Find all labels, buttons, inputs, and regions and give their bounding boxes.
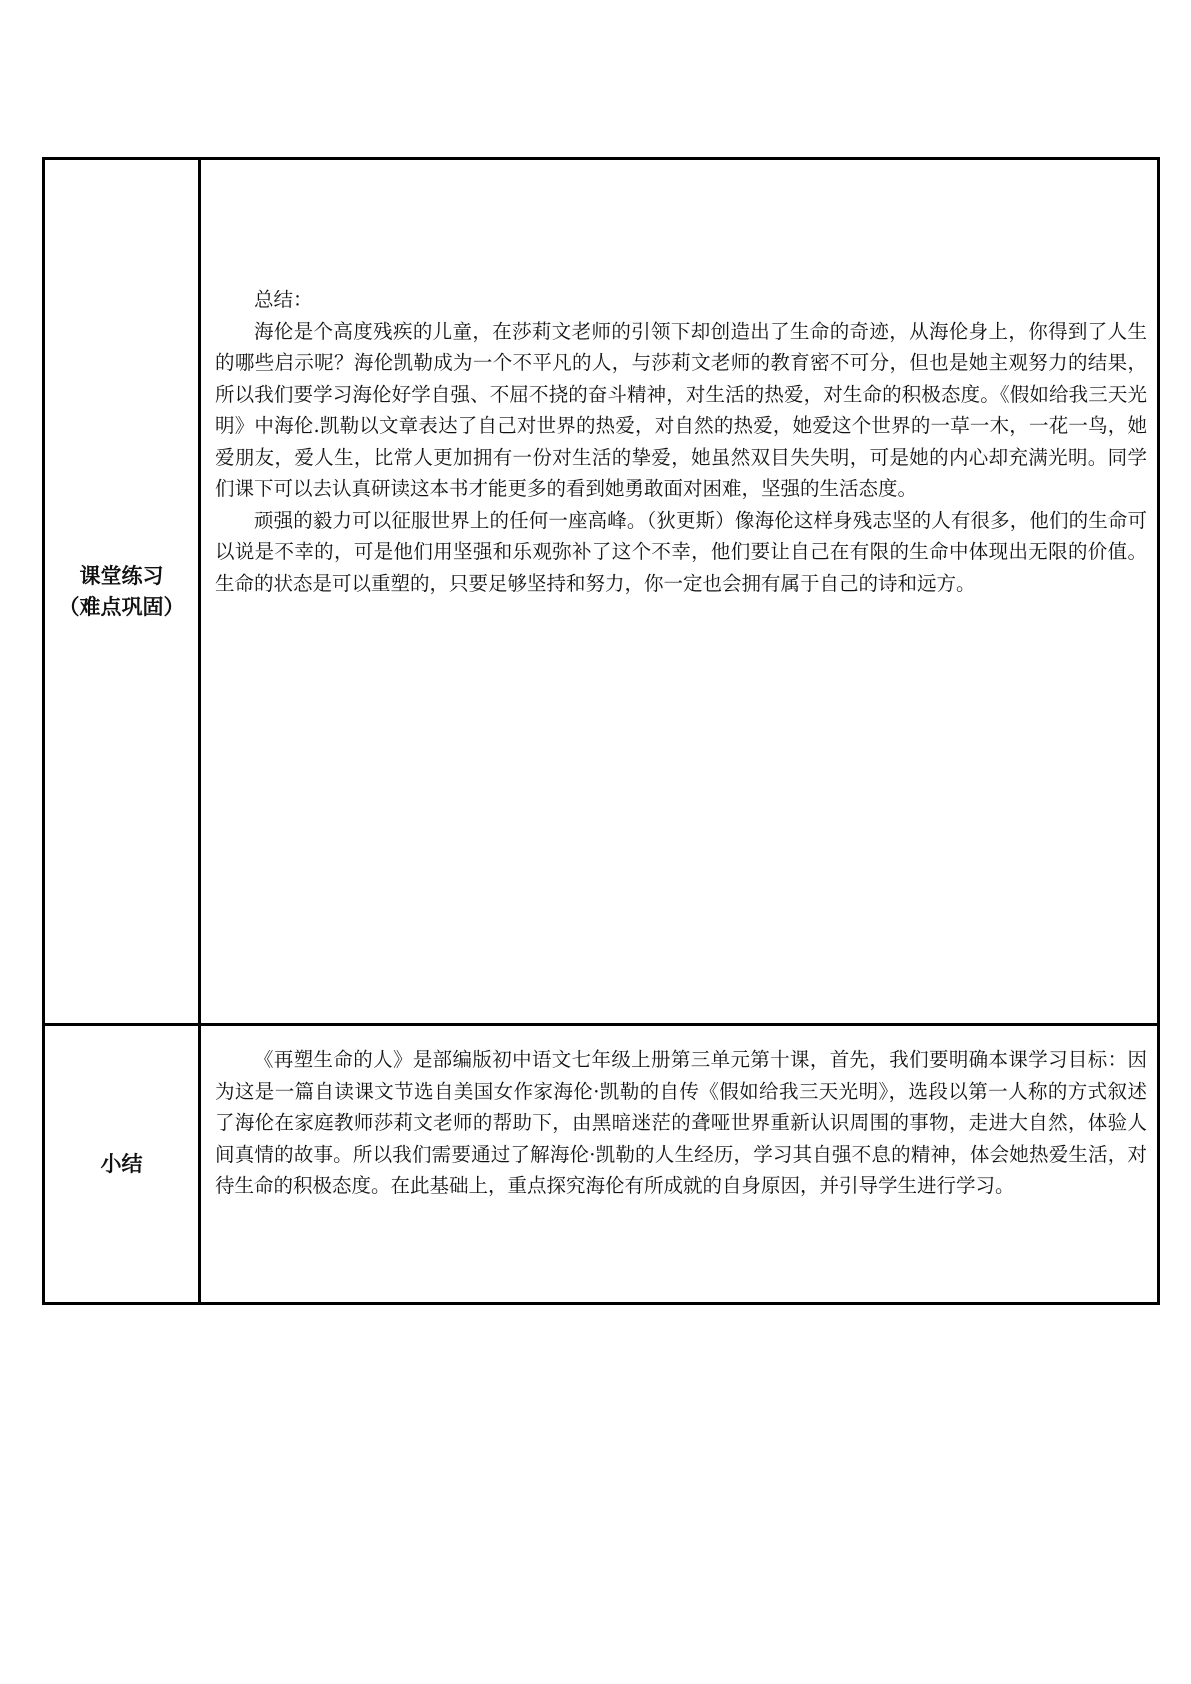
lesson-plan-table: [42, 157, 1160, 1305]
practice-paragraph-2: 顽强的毅力可以征服世界上的任何一座高峰。（狄更斯）像海伦这样身残志坚的人有很多，他们的生命可以说是不幸的，可是他们用坚强和乐观弥补了这个不幸，他们要让自己在有限的生命中体现出无限的价值。生命的状态是可以重塑的，只要足够坚持和努力，你一定也会拥有属于自己的诗和远方。: [215, 508, 1147, 595]
table-row-summary: [44, 1025, 1159, 1304]
practice-label-subtitle: （难点巩固）: [58, 594, 185, 619]
practice-paragraph-1: 海伦是个高度残疾的儿童，在莎莉文老师的引领下却创造出了生命的奇迹，从海伦身上，你得到了人生的哪些启示呢？海伦凯勒成为一个不平凡的人，与莎莉文老师的教育密不可分，但也是她主观努力的结果，所以我们要学习海伦好学自强、不屈不挠的奋斗精神，对生活的热爱，对生命的积极态度。《假如给我三天光明》中海伦.凯勒以文章表达了自己对世界的热爱，对自然的热爱，她爱这个世界的一草一木，一花一鸟，她爱朋友，爱人生，比常人更加拥有一份对生活的挚爱，她虽然双目失失明，可是她的内心却充满光明。同学们课下可以去认真研读这本书才能更多的看到她勇敢面对困难，坚强的生活态度。: [215, 319, 1147, 500]
summary-label-title: 小结: [100, 1151, 143, 1176]
summary-content-cell: [200, 1025, 1159, 1304]
summary-paragraph-1: 《再塑生命的人》是部编版初中语文七年级上册第三单元第十课，首先，我们要明确本课学习目标：因为这是一篇自读课文节选自美国女作家海伦·凯勒的自传《假如给我三天光明》，选段以第一人称的方式叙述了海伦在家庭教师莎莉文老师的帮助下，由黑暗迷茫的聋哑世界重新认识周围的事物，走进大自然，体验人间真情的故事。所以我们需要通过了解海伦·凯勒的人生经历，学习其自强不息的精神，体会她热爱生活，对待生命的积极态度。在此基础上，重点探究海伦有所成就的自身原因，并引导学生进行学习。: [215, 1048, 1147, 1197]
practice-content-cell: [200, 159, 1159, 1025]
summary-heading: 总结：: [254, 288, 313, 311]
practice-label-title: 课堂练习: [79, 563, 164, 588]
summary-label-cell: [44, 1025, 200, 1304]
practice-label-cell: [44, 159, 200, 1025]
table-row-practice: [44, 159, 1159, 1025]
